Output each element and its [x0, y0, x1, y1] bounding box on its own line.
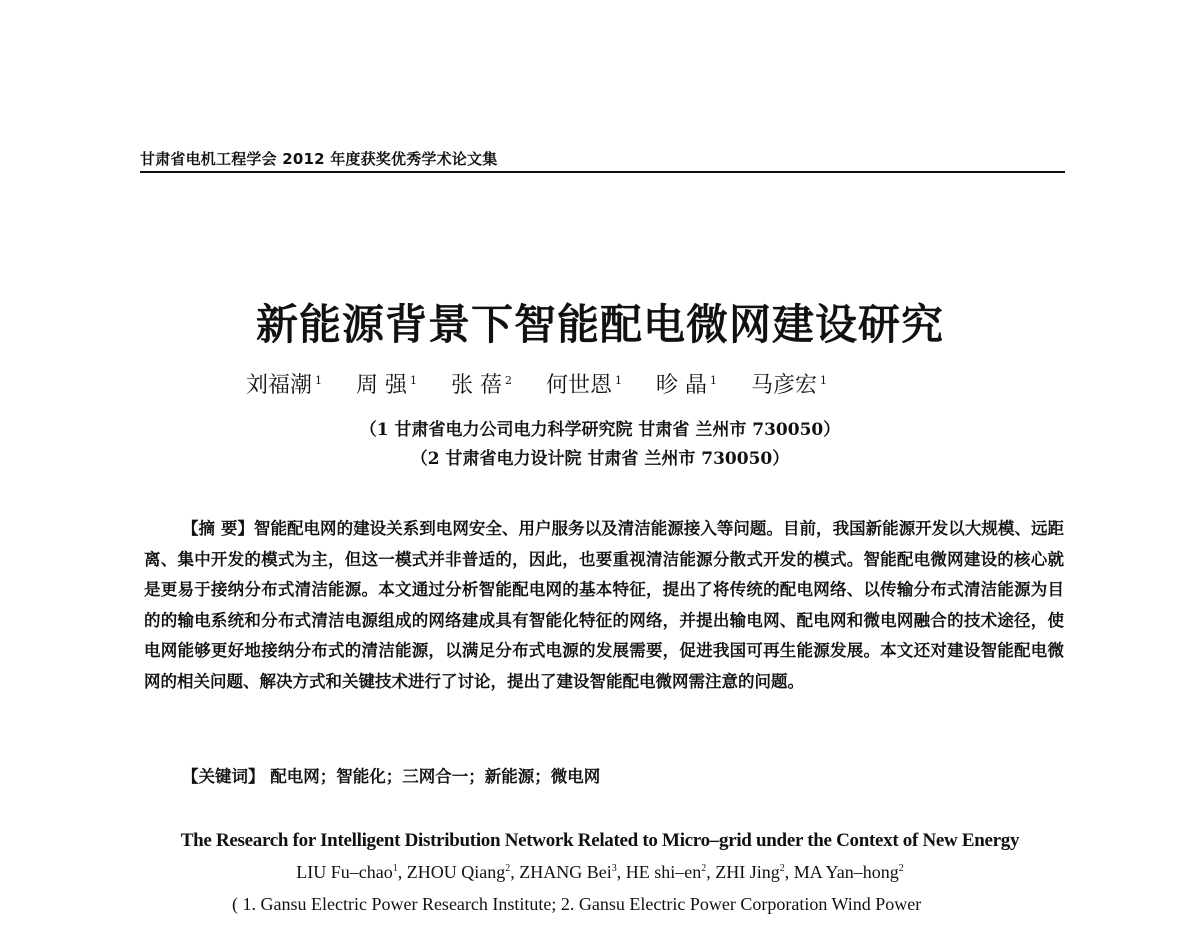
- english-affiliation: ( 1. Gansu Electric Power Research Institute; 2. Gansu Electric Power Corporation Wind Power: [232, 894, 922, 914]
- author: 刘福潮 $^1$: [246, 373, 323, 398]
- affiliation-2: （2 甘肃省电力设计院 甘肃省 兰州市 730050）: [410, 449, 790, 469]
- author: 马彦宏 $^1$: [751, 373, 828, 398]
- abstract: [144, 514, 1064, 697]
- journal-header: 甘肃省电机工程学会 2012 年度获奖优秀学术论文集: [140, 150, 498, 168]
- author: 张 蓓 $^2$: [451, 373, 513, 398]
- keywords: [182, 763, 600, 787]
- paper-title: 新能源背景下智能配电微网建设研究: [255, 300, 944, 349]
- author: 昣 晶 $^1$: [656, 373, 718, 398]
- keywords-label: 【关键词】: [182, 767, 265, 786]
- author: 周 强 $^1$: [356, 373, 418, 398]
- english-title: The Research for Intelligent Distribution Network Related to Micro–grid under the Context of New Energy: [180, 830, 1020, 851]
- english-author-list: LIU Fu–chao$^1$, ZHOU Qiang$^2$, ZHANG Bei$^3$, HE shi–$en^2$, ZHI Jing$^2$, MA Yan–hong$^2$: [296, 862, 904, 882]
- abstract-text: 智能配电网的建设关系到电网安全、用户服务以及清洁能源接入等问题。目前，我国新能源开发以大规模、远距离、集中开发的模式为主，但这一模式并非普适的，因此，也要重视清洁能源分散式开发的模式。智能配电微网建设的核心就是更易于接纳分布式清洁能源。本文通过分析智能配电网的基本特征，提出了将传统的配电网络、以传输分布式清洁能源为目的的输电系统和分布式清洁电源组成的网络建成具有智能化特征的网络，并提出输电网、配电网和微电网融合的技术途径，使电网能够更好地接纳分布式的清洁能源，以满足分布式电源的发展需要，促进我国可再生能源发展。本文还对建设智能配电微网的相关问题、解决方式和关键技术进行了讨论，提出了建设智能配电微网需注意的问题。: [144, 519, 1065, 691]
- keywords-text: 配电网；智能化；三网合一；新能源；微电网: [270, 767, 601, 786]
- author: 何世恩 $^1$: [546, 373, 623, 398]
- affiliation-1: （1 甘肃省电力公司电力科学研究院 甘肃省 兰州市 730050）: [359, 420, 841, 440]
- header-rule: [140, 171, 1065, 173]
- author-list: [246, 368, 976, 399]
- abstract-label: 【摘 要】: [182, 519, 254, 538]
